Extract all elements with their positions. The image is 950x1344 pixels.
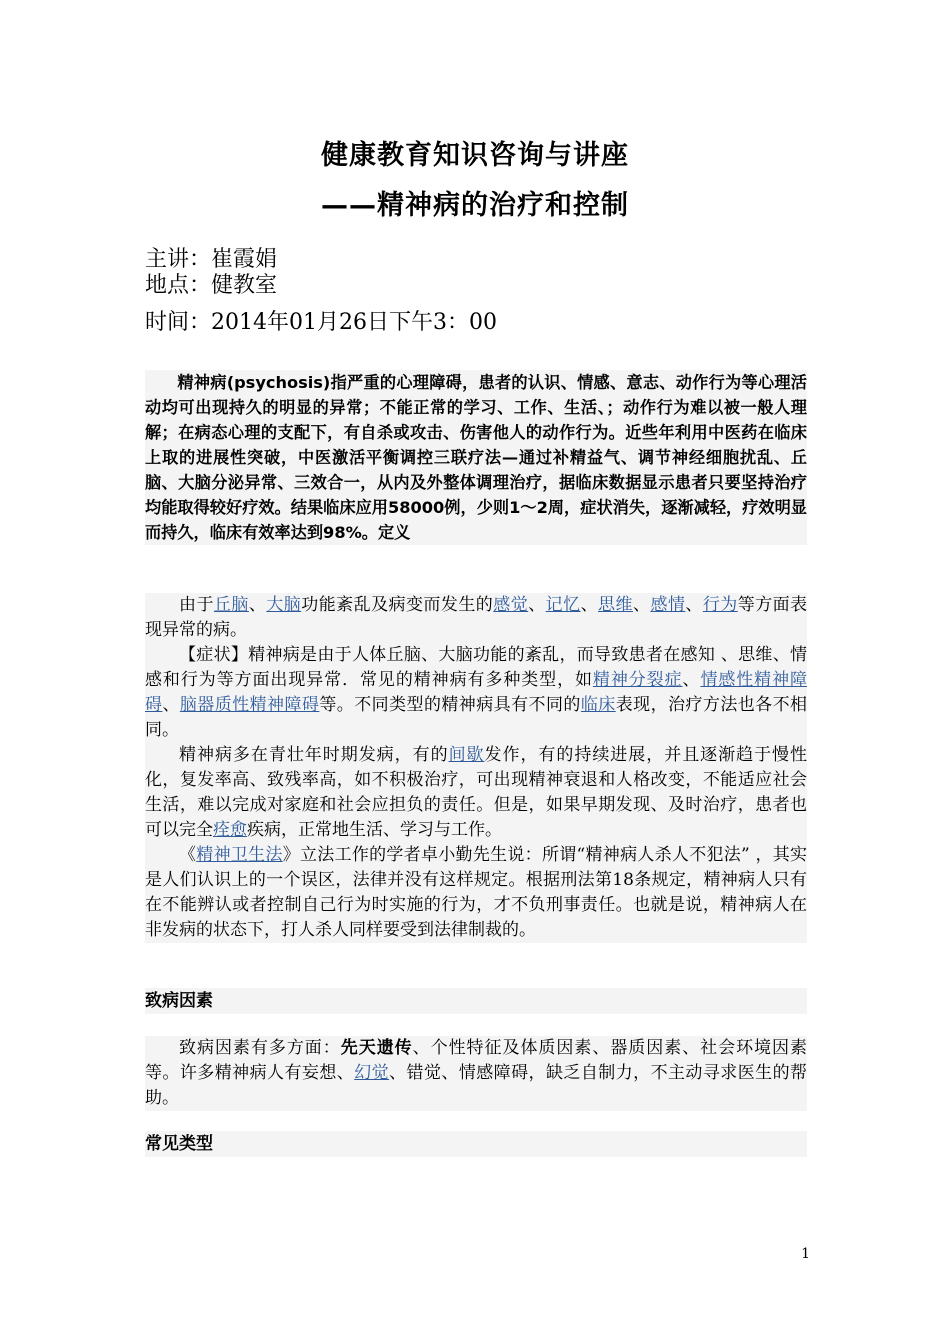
link-thinking[interactable]: 思维 (598, 595, 633, 615)
link-emotion[interactable]: 感情 (650, 595, 686, 615)
link-clinical[interactable]: 临床 (580, 695, 616, 715)
link-hallucination[interactable]: 幻觉 (354, 1063, 390, 1083)
causes-block (145, 1036, 807, 1111)
document-title: 健康教育知识咨询与讲座 (321, 140, 629, 171)
intro-paragraph: 精神病(psychosis)指严重的心理障碍，患者的认识、情感、意志、动作行为等心理活动均可出现持久的明显的异常；不能正常的学习、工作、生活、；动作行为难以被一般人理解；在病态心理的支配下，有自杀或攻击、伤害他人的动作行为。近些年利用中医药在临床上取的进展性突破，中医激活平衡调控三联疗法—通过补精益气、调节神经细胞扰乱、丘脑、大脑分泌异常、三效合一，从内及外整体调理治疗，据临床数据显示患者只要坚持治疗均能取得较好疗效。结果临床应用58000例，少则1～2周，症状消失，逐渐减轻，疗效明显而持久，临床有效率达到98%。定义 (145, 373, 807, 542)
causes-paragraph: 致病因素有多方面：先天遗传、个性特征及体质因素、器质因素、社会环境因素等。许多精神病人有妄想、幻觉、错觉、情感障碍，缺乏自制力，不主动寻求医生的帮助。 (145, 1038, 808, 1108)
definition-paragraph: 由于丘脑、大脑功能紊乱及病变而发生的感觉、记忆、思维、感情、行为等方面表现异常的病。 (145, 595, 808, 640)
link-affective-disorder[interactable]: 情感性精神障碍 (145, 670, 808, 715)
link-mental-health-law[interactable]: 精神卫生法 (196, 845, 283, 865)
link-sensation[interactable]: 感觉 (493, 595, 529, 615)
main-text-block (145, 593, 807, 943)
section-heading-causes: 致病因素 (145, 988, 807, 1014)
document-subtitle: ——精神病的治疗和控制 (321, 190, 629, 221)
time-line: 时间：2014年01月26日下午3：00 (145, 310, 497, 335)
link-organic-disorder[interactable]: 脑器质性精神障碍 (179, 695, 320, 715)
onset-paragraph: 精神病多在青壮年时期发病，有的间歇发作，有的持续进展，并且逐渐趋于慢性化，复发率高、致残率高，如不积极治疗，可出现精神衰退和人格改变，不能适应社会生活，难以完成对家庭和社会应担负的责任。但是，如果早期发现、及时治疗，患者也可以完全痊愈疾病，正常地生活、学习与工作。 (145, 745, 808, 840)
page-number: 1 (801, 1246, 810, 1262)
location-line: 地点：健教室 (145, 273, 278, 298)
law-paragraph: 《精神卫生法》立法工作的学者卓小勤先生说：所谓“精神病人杀人不犯法” ，其实是人们认识上的一个误区，法律并没有这样规定。根据刑法第18条规定，精神病人只有在不能辨认或者控制自己行为时实施的行为，才不负刑事责任。也就是说，精神病人在非发病的状态下，打人杀人同样要受到法律制裁的。 (145, 845, 808, 940)
speaker-line: 主讲：崔霞娟 (145, 247, 278, 272)
link-behavior[interactable]: 行为 (702, 595, 738, 615)
link-intermittent[interactable]: 间歇 (448, 745, 485, 765)
link-memory[interactable]: 记忆 (545, 595, 581, 615)
section-heading-types: 常见类型 (145, 1131, 807, 1157)
link-recovery[interactable]: 痊愈 (213, 820, 247, 840)
symptom-paragraph: 【症状】精神病是由于人体丘脑、大脑功能的紊乱，而导致患者在感知 、思维、情感和行为等方面出现异常．常见的精神病有多种类型，如精神分裂症、情感性精神障碍、脑器质性精神障碍等。不同类型的精神病具有不同的临床表现，治疗方法也各不相同。 (145, 645, 808, 740)
link-brain[interactable]: 大脑 (266, 595, 302, 615)
bold-heredity: 先天遗传 (340, 1038, 413, 1058)
link-schizophrenia[interactable]: 精神分裂症 (592, 670, 683, 690)
link-thalamus[interactable]: 丘脑 (213, 595, 249, 615)
intro-block (145, 370, 807, 545)
